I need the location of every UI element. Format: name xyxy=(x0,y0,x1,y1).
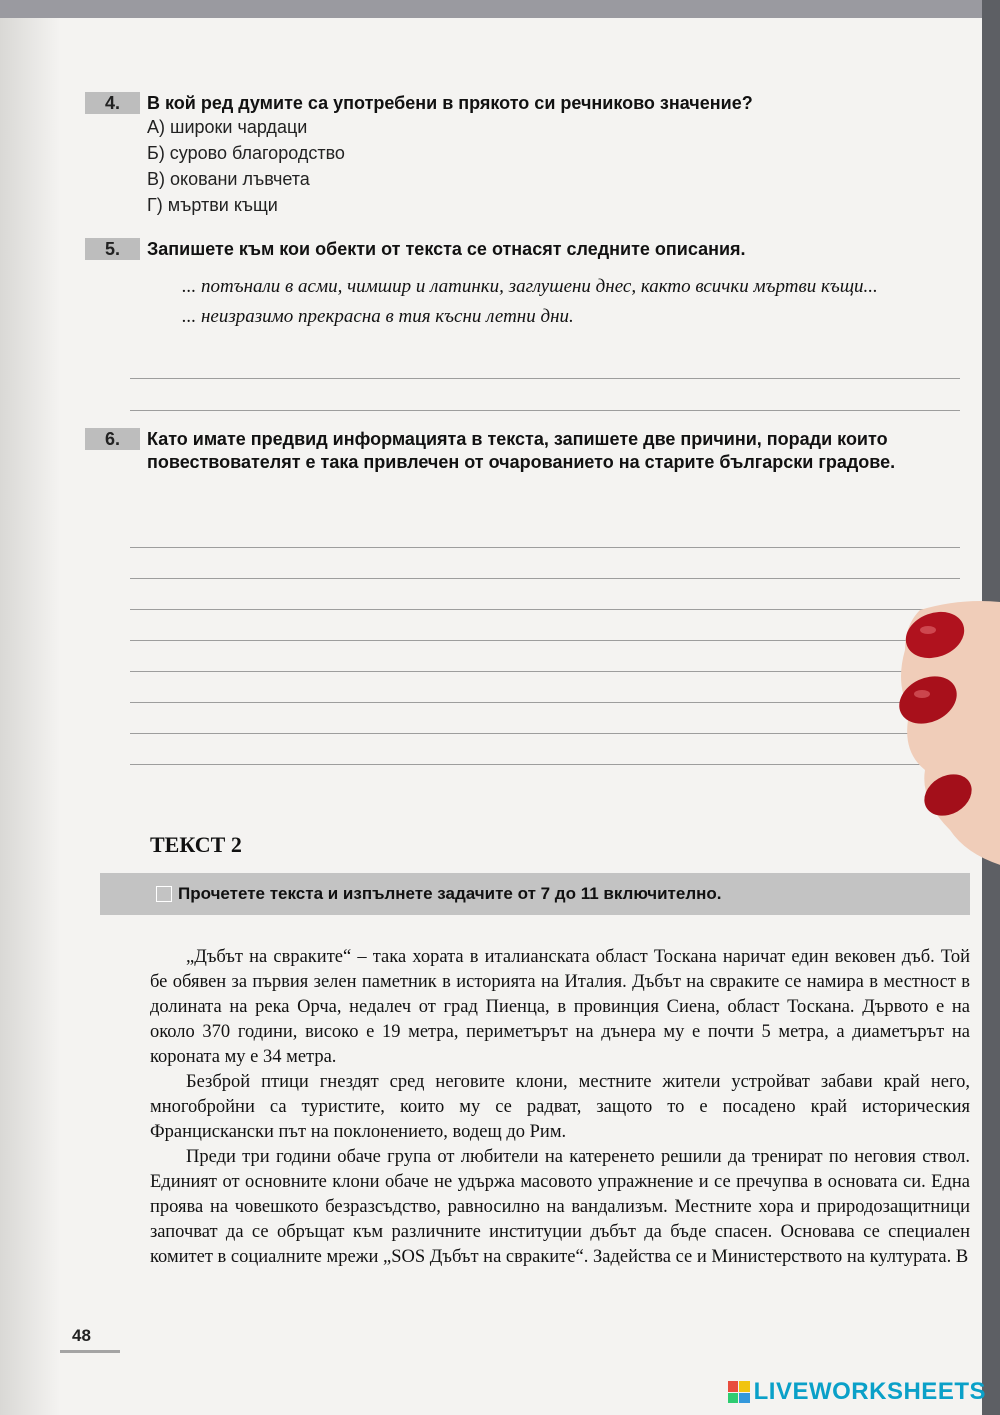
quote-1: ... потънали в асми, чимшир и латинки, заглушени днес, както всички мъртви къщи... xyxy=(182,276,878,297)
page-top-edge xyxy=(0,0,1000,18)
page-shadow xyxy=(0,0,60,1415)
answer-line[interactable] xyxy=(130,609,960,610)
instruction-banner xyxy=(100,873,970,915)
question-5 xyxy=(85,238,965,268)
hand-image xyxy=(880,590,1000,870)
paragraph: „Дъбът на свраките“ – така хората в италианската област Тоскана наричат един вековен дъб. Той бе обявен за първия зелен паметник в историята на Италия. Дъбът на свраките се намира в местност в долината на река Орча, недалеч от град Пиенца, в провинция Сиена, област Тоскана. Дървото е на около 370 години, високо е 19 метра, периметърът на дънера му е почти 5 метра, а диаметърът на короната му е 34 метра. xyxy=(150,947,970,1067)
question-number: 6. xyxy=(85,428,140,450)
reading-text xyxy=(150,945,970,1270)
option-c[interactable]: В) оковани лъвчета xyxy=(147,169,310,189)
question-4 xyxy=(85,92,965,217)
question-number: 5. xyxy=(85,238,140,260)
checkbox-icon xyxy=(156,886,172,902)
section-title: ТЕКСТ 2 xyxy=(150,832,242,857)
answer-line[interactable] xyxy=(130,578,960,579)
answer-line[interactable] xyxy=(130,733,960,734)
question-text: Запишете към кои обекти от текста се отнасят следните описания. xyxy=(147,239,746,259)
paragraph: Безброй птици гнездят сред неговите клони, местните жители устройват забави край него, многобройни са туристите, които му се радват, защото то е посадено край историческия Францискански път на поклонението, водещ до Рим. xyxy=(150,1072,970,1142)
quote-2: ... неизразимо прекрасна в тия късни летни дни. xyxy=(182,306,574,327)
question-6 xyxy=(85,428,965,508)
logo-icon xyxy=(728,1381,750,1403)
options-list xyxy=(147,114,345,218)
brand-logo[interactable] xyxy=(728,1377,986,1407)
option-a[interactable]: А) широки чардаци xyxy=(147,117,308,137)
question-text: В кой ред думите са употребени в прякото си речниково значение? xyxy=(147,93,753,113)
option-d[interactable]: Г) мъртви къщи xyxy=(147,195,278,215)
answer-line[interactable] xyxy=(130,547,960,548)
answer-line[interactable] xyxy=(130,764,960,765)
answer-line[interactable] xyxy=(130,410,960,411)
brand-name: LIVEWORKSHEETS xyxy=(753,1378,986,1405)
answer-line[interactable] xyxy=(130,671,960,672)
question-number: 4. xyxy=(85,92,140,114)
instruction-text: Прочетете текста и изпълнете задачите от 7 до 11 включително. xyxy=(178,884,722,903)
page-number: 48 xyxy=(72,1326,91,1345)
answer-line[interactable] xyxy=(130,640,960,641)
answer-line[interactable] xyxy=(130,702,960,703)
question-text: Като имате предвид информацията в текста, запишете две причини, поради които повествователят е така привлечен от очарованието на старите български градове. xyxy=(147,429,896,472)
paragraph: Преди три години обаче група от любители на катеренето решили да тренират по неговия ствол. Единият от основните клони обаче не удържа масовото упражнение и се пречупва в основата си. Една проява на човешкото безразсъдство, равносилно на вандализъм. Местните хора и природозащитници започват да се обръщат към различните институции дъбът да бъде спасен. Основава се специален комитет в социалните мрежи „SOS Дъбът на свраките“. Задейства се и Министерството на културата. В xyxy=(150,1147,970,1267)
page-number-rule xyxy=(60,1350,120,1353)
answer-line[interactable] xyxy=(130,378,960,379)
option-b[interactable]: Б) сурово благородство xyxy=(147,143,345,163)
